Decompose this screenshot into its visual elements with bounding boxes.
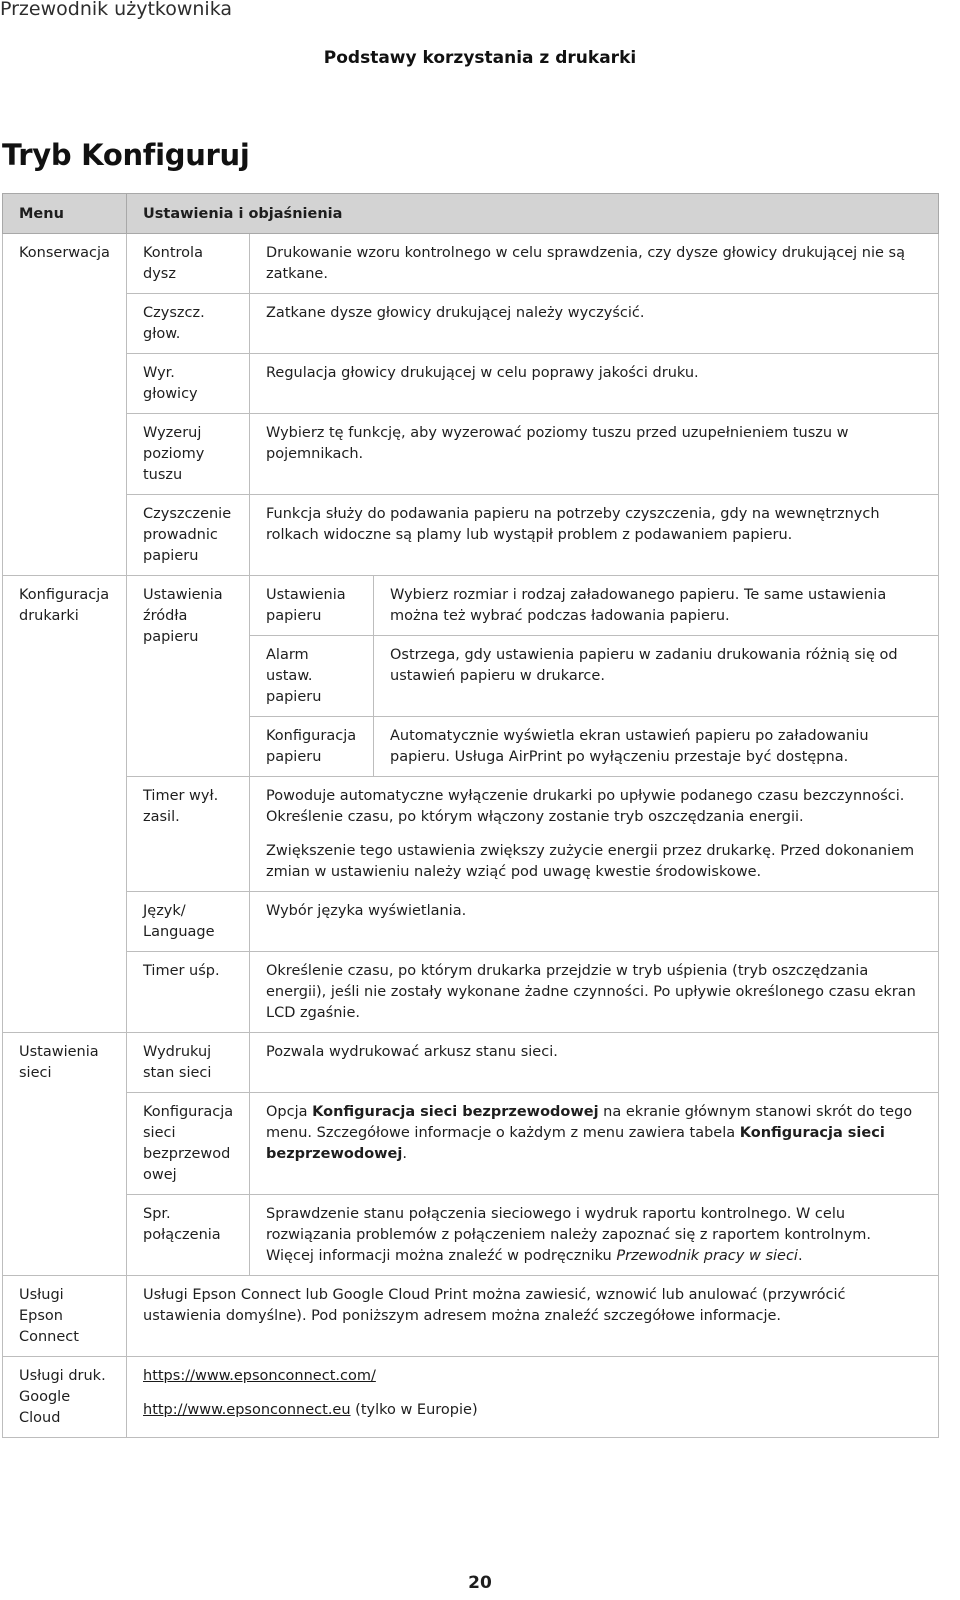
item-name: Wydrukuj stan sieci	[127, 1033, 250, 1093]
settings-table	[2, 193, 939, 1438]
item-description	[250, 1195, 939, 1276]
text-run: Sprawdzenie stanu połączenia sieciowego i wydruk raportu kontrolnego. W celu rozwiązania problemów z połączeniem należy zapoznać się z raportem kontrolnym. Więcej informacji można znaleźć w podręczniku	[266, 1206, 872, 1264]
table-row	[3, 495, 939, 576]
table-row	[3, 234, 939, 294]
item-description: Drukowanie wzoru kontrolnego w celu sprawdzenia, czy dysze głowicy drukującej nie są zatkane.	[250, 234, 939, 294]
menu-google-cloud: Usługi druk. Google Cloud	[3, 1357, 127, 1438]
menu-epson-connect: Usługi Epson Connect	[3, 1276, 127, 1357]
item-description	[250, 777, 939, 892]
epsonconnect-com-link[interactable]: https://www.epsonconnect.com/	[143, 1368, 376, 1384]
subitem-name: Konfiguracja papieru	[250, 717, 374, 777]
subitem-description: Ostrzega, gdy ustawienia papieru w zadaniu drukowania różnią się od ustawień papieru w drukarce.	[374, 636, 939, 717]
page-number: 20	[468, 1573, 492, 1593]
item-description: Wybierz tę funkcję, aby wyzerować poziomy tuszu przed uzupełnieniem tuszu w pojemnikach.	[250, 414, 939, 495]
item-name: Czyszcz. głow.	[127, 294, 250, 354]
running-header-title: Przewodnik użytkownika	[0, 0, 233, 20]
item-name: Timer uśp.	[127, 952, 250, 1033]
column-header-menu: Menu	[3, 194, 127, 234]
description-paragraph: Zwiększenie tego ustawienia zwiększy zużycie energii przez drukarkę. Przed dokonaniem zmian w ustawieniu należy wziąć pod uwagę kwestie środowiskowe.	[266, 843, 915, 880]
table-row	[3, 294, 939, 354]
bold-term: Konfiguracja sieci bezprzewodowej	[312, 1104, 599, 1120]
item-description: Określenie czasu, po którym drukarka przejdzie w tryb uśpienia (tryb oszczędzania energii), jeśli nie zostały wykonane żadne czynności. Po upływie określonego czasu ekran LCD zgaśnie.	[250, 952, 939, 1033]
table-row	[3, 952, 939, 1033]
table-row	[3, 1276, 939, 1357]
table-row	[3, 1093, 939, 1195]
item-description: Regulacja głowicy drukującej w celu poprawy jakości druku.	[250, 354, 939, 414]
item-name: Konfiguracja sieci bezprzewod owej	[127, 1093, 250, 1195]
italic-reference: Przewodnik pracy w sieci	[616, 1248, 798, 1264]
item-name: Kontrola dysz	[127, 234, 250, 294]
item-description: Funkcja służy do podawania papieru na potrzeby czyszczenia, gdy na wewnętrznych rolkach widoczne są plamy lub wystąpił problem z podawaniem papieru.	[250, 495, 939, 576]
item-name: Wyr. głowicy	[127, 354, 250, 414]
item-name: Język/ Language	[127, 892, 250, 952]
text-run: na ekranie głównym stanowi skrót do tego menu. Szczegółowe informacje o każdym z menu zawiera tabela	[266, 1104, 913, 1141]
description-paragraph: Powoduje automatyczne wyłączenie drukarki po upływie podanego czasu bezczynności. Określenie czasu, po którym włączony zostanie tryb oszczędzania energii.	[266, 788, 905, 825]
item-description: Usługi Epson Connect lub Google Cloud Print można zawiesić, wznowić lub anulować (przywrócić ustawienia domyślne). Pod poniższym adresem można znaleźć szczegółowe informacje.	[127, 1276, 939, 1357]
item-name: Timer wył. zasil.	[127, 777, 250, 892]
table-row	[3, 777, 939, 892]
links-cell	[127, 1357, 939, 1438]
item-description: Zatkane dysze głowicy drukującej należy wyczyścić.	[250, 294, 939, 354]
item-name: Ustawienia źródła papieru	[127, 576, 250, 777]
item-name: Wyzeruj poziomy tuszu	[127, 414, 250, 495]
menu-ustawienia-sieci: Ustawienia sieci	[3, 1033, 127, 1276]
menu-konfiguracja-drukarki: Konfiguracja drukarki	[3, 576, 127, 1033]
table-row	[3, 892, 939, 952]
section-title: Podstawy korzystania z drukarki	[323, 48, 637, 68]
bold-term: Konfiguracja sieci bezprzewodowej	[266, 1125, 885, 1162]
table-row	[3, 1195, 939, 1276]
table-row	[3, 414, 939, 495]
page-title: Tryb Konfiguruj	[2, 138, 250, 172]
column-header-settings: Ustawienia i objaśnienia	[127, 194, 939, 234]
table-row	[3, 354, 939, 414]
table-header-row	[3, 194, 939, 234]
item-name: Spr. połączenia	[127, 1195, 250, 1276]
subitem-name: Ustawienia papieru	[250, 576, 374, 636]
text-run: .	[402, 1146, 407, 1162]
table-row	[3, 1357, 939, 1438]
item-description: Pozwala wydrukować arkusz stanu sieci.	[250, 1033, 939, 1093]
menu-konserwacja: Konserwacja	[3, 234, 127, 576]
text-run: Opcja	[266, 1104, 313, 1120]
table-row	[3, 1033, 939, 1093]
epsonconnect-eu-link[interactable]: http://www.epsonconnect.eu	[143, 1402, 351, 1418]
table-row	[3, 576, 939, 636]
link-suffix: (tylko w Europie)	[350, 1402, 478, 1418]
subitem-name: Alarm ustaw. papieru	[250, 636, 374, 717]
item-name: Czyszczenie prowadnic papieru	[127, 495, 250, 576]
item-description	[250, 1093, 939, 1195]
subitem-description: Automatycznie wyświetla ekran ustawień papieru po załadowaniu papieru. Usługa AirPrint po wyłączeniu przestaje być dostępna.	[374, 717, 939, 777]
text-run: .	[797, 1248, 803, 1264]
item-description: Wybór języka wyświetlania.	[250, 892, 939, 952]
subitem-description: Wybierz rozmiar i rodzaj załadowanego papieru. Te same ustawienia można też wybrać podczas ładowania papieru.	[374, 576, 939, 636]
